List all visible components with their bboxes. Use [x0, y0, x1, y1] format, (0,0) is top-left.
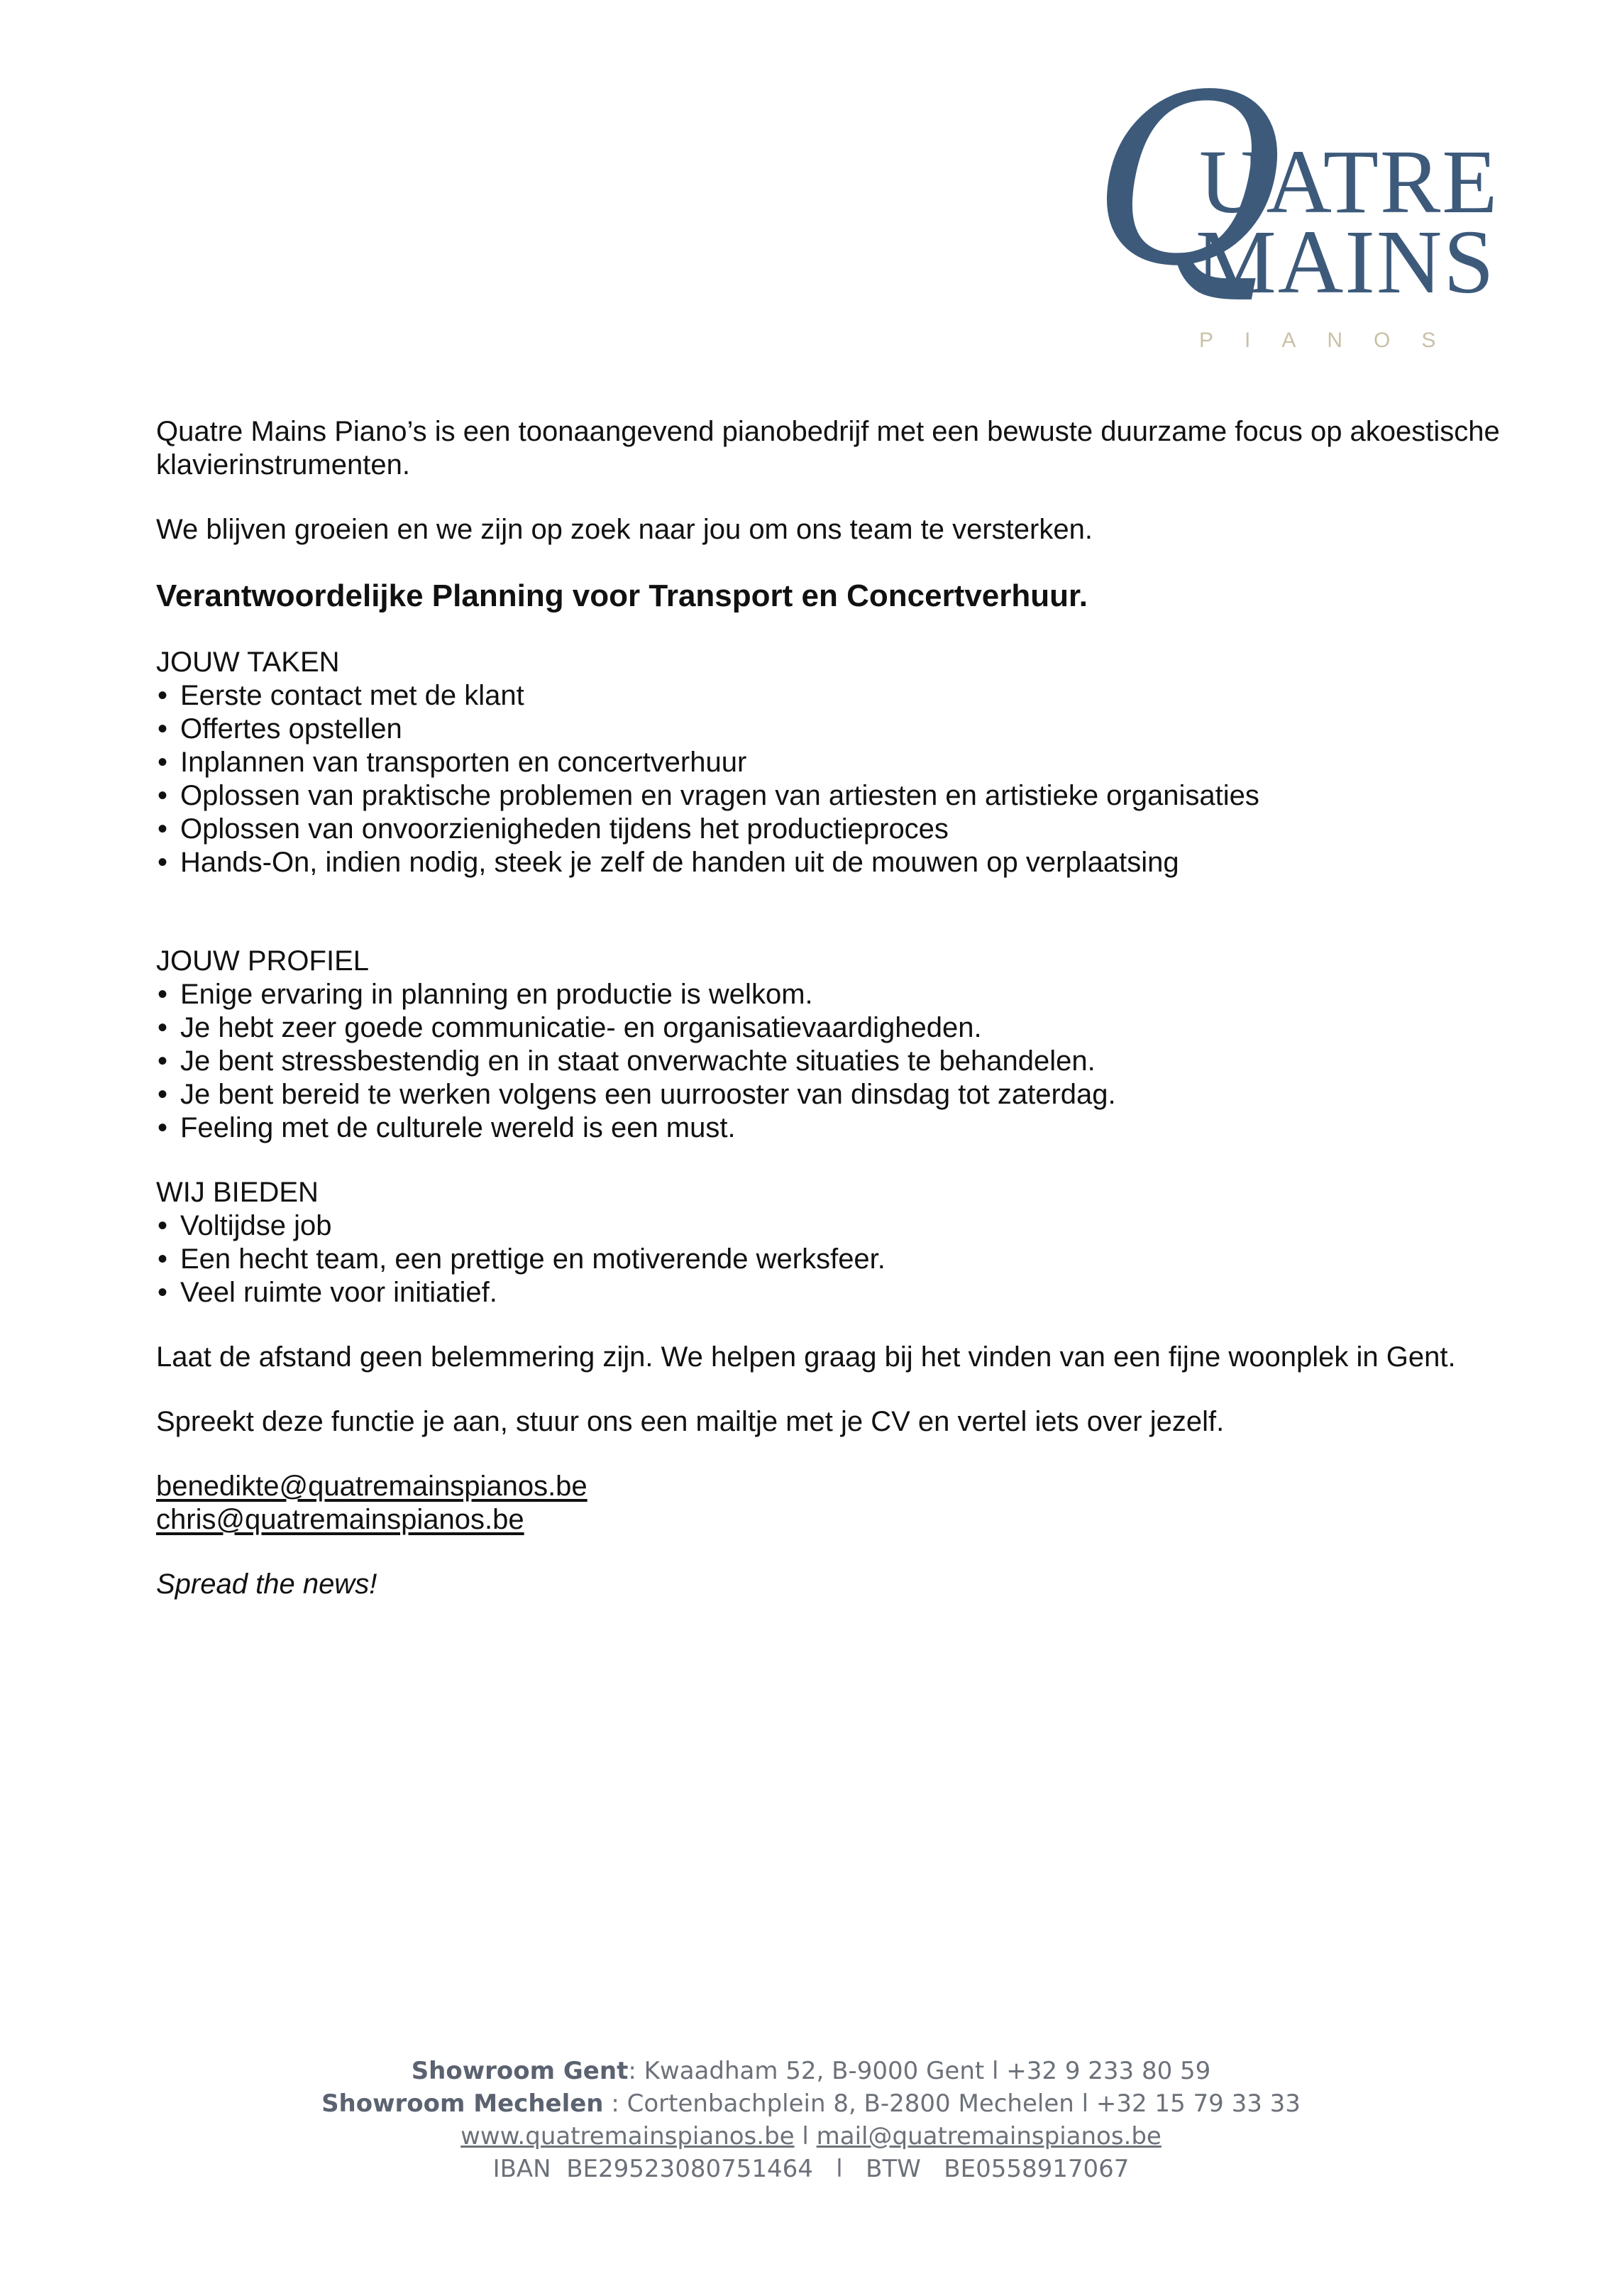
gent-details: : Kwaadham 52, B-9000 Gent l +32 9 233 80 59	[628, 2057, 1211, 2085]
list-item: • Oplossen van onvoorzienigheden tijdens het productieproces	[156, 813, 1504, 846]
contact-email-benedikte[interactable]: benedikte@quatremainspianos.be	[156, 1471, 587, 1502]
list-item: • Enige ervaring in planning en productie is welkom.	[156, 978, 1504, 1011]
logo-word-quatre: UATRE	[1199, 131, 1499, 232]
logo-initial: Q	[1093, 45, 1285, 317]
list-item: • Oplossen van praktische problemen en vragen van artiesten en artistieke organisaties	[156, 779, 1504, 813]
footer-bank-line: IBAN BE29523080751464 l BTW BE0558917067	[492, 2155, 1130, 2183]
profile-heading: JOUW PROFIEL	[156, 945, 370, 977]
mechelen-details: : Cortenbachplein 8, B-2800 Mechelen l +32 15 79 33 33	[603, 2089, 1301, 2118]
footer-mechelen-line	[0, 2087, 1622, 2120]
job-posting-body	[156, 415, 1504, 1601]
list-item: • Je bent bereid te werken volgens een uurrooster van dinsdag tot zaterdag.	[156, 1078, 1504, 1111]
website-link[interactable]: www.quatremainspianos.be	[460, 2122, 795, 2151]
list-item: • Voltijdse job	[156, 1209, 1504, 1243]
list-item: • Je hebt zeer goede communicatie- en organisatievaardigheden.	[156, 1011, 1504, 1045]
list-item: • Offertes opstellen	[156, 713, 1504, 746]
company-logo	[1093, 45, 1533, 362]
relocation-paragraph: Laat de afstand geen belemmering zijn. We helpen graag bij het vinden van een fijne woonplek in Gent.	[156, 1341, 1456, 1373]
list-item: • Feeling met de culturele wereld is een must.	[156, 1111, 1504, 1145]
footer	[0, 2055, 1622, 2185]
footer-email-link[interactable]: mail@quatremainspianos.be	[816, 2122, 1162, 2151]
apply-paragraph: Spreekt deze functie je aan, stuur ons een mailtje met je CV en vertel iets over jezelf.	[156, 1406, 1225, 1437]
list-item: • Hands-On, indien nodig, steek je zelf de handen uit de mouwen op verplaatsing	[156, 846, 1504, 879]
link-separator: l	[794, 2122, 817, 2151]
logo-word-mains: MAINS	[1196, 212, 1496, 312]
closing-line: Spread the news!	[156, 1569, 377, 1600]
list-item: • Een hecht team, een prettige en motiverende werksfeer.	[156, 1243, 1504, 1276]
tasks-heading: JOUW TAKEN	[156, 647, 340, 678]
logo-subtitle: PIANOS	[1199, 329, 1467, 352]
footer-gent-line	[0, 2055, 1622, 2087]
tasks-list	[156, 679, 1504, 879]
mechelen-label: Showroom Mechelen	[321, 2089, 604, 2118]
list-item: • Inplannen van transporten en concertverhuur	[156, 746, 1504, 779]
list-item: • Veel ruimte voor initiatief.	[156, 1276, 1504, 1309]
footer-links-line	[0, 2120, 1622, 2153]
contact-email-chris[interactable]: chris@quatremainspianos.be	[156, 1504, 524, 1535]
offer-list	[156, 1209, 1504, 1309]
intro-paragraph-2: We blijven groeien en we zijn op zoek naar jou om ons team te versterken.	[156, 514, 1093, 545]
job-title: Verantwoordelijke Planning voor Transport en Concertverhuur.	[156, 578, 1088, 613]
intro-paragraph-1: Quatre Mains Piano’s is een toonaangevend pianobedrijf met een bewuste duurzame focus op akoestische klavierinstrumenten.	[156, 416, 1500, 480]
profile-list	[156, 978, 1504, 1145]
offer-heading: WIJ BIEDEN	[156, 1177, 319, 1208]
gent-label: Showroom Gent	[411, 2057, 629, 2085]
list-item: • Eerste contact met de klant	[156, 679, 1504, 713]
list-item: • Je bent stressbestendig en in staat onverwachte situaties te behandelen.	[156, 1045, 1504, 1078]
